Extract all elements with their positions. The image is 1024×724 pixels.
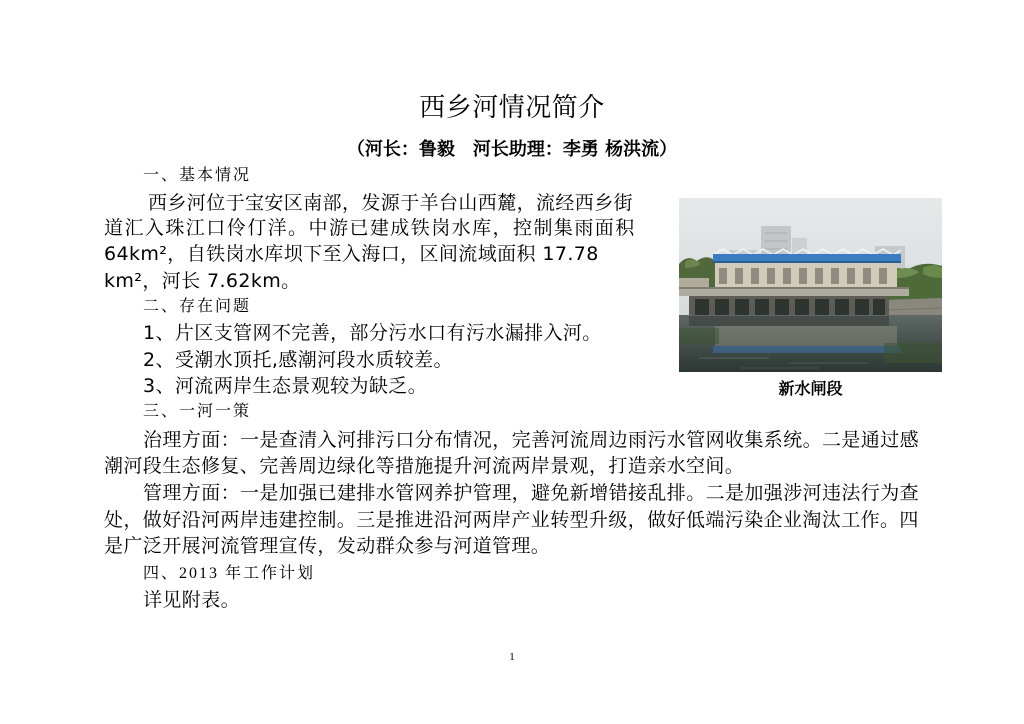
management-line: 是广泛开展河流管理宣传，发动群众参与河道管理。 [104, 535, 551, 557]
work-plan-text: 详见附表。 [143, 589, 241, 611]
management-line: 管理方面：一是加强已建排水管网养护管理，避免新增错接乱排。二是加强涉河违法行为查 [143, 482, 920, 504]
section-heading-work-plan: 四、2013 年工作计划 [143, 565, 316, 582]
paragraph-line: 西乡河位于宝安区南部，发源于羊台山西麓，流经西乡街 [148, 192, 634, 214]
governance-line: 潮河段生态修复、完善周边绿化等措施提升河流两岸景观，打造亲水空间。 [104, 455, 745, 477]
photo-caption: 新水闸段 [778, 379, 843, 398]
section-heading-strategy: 三、一河一策 [143, 403, 252, 420]
paragraph-line: km²，河长 7.62km。 [104, 270, 301, 292]
problem-item: 1、片区支管网不完善，部分污水口有污水漏排入河。 [143, 322, 602, 344]
document-subtitle: （河长：鲁毅 河长助理：李勇 杨洪流） [346, 139, 678, 160]
document-title: 西乡河情况简介 [419, 93, 605, 123]
problem-item: 3、河流两岸生态景观较为缺乏。 [143, 375, 428, 397]
section-heading-problems: 二、存在问题 [143, 298, 252, 315]
sluice-gate-photo [679, 198, 942, 372]
problem-item: 2、受潮水顶托,感潮河段水质较差。 [143, 349, 453, 371]
governance-line: 治理方面：一是查清入河排污口分布情况，完善河流周边雨污水管网收集系统。二是通过感 [143, 429, 920, 451]
page-number: 1 [509, 651, 515, 663]
management-line: 处，做好沿河两岸违建控制。三是推进沿河两岸产业转型升级，做好低端污染企业淘汰工作。四 [104, 509, 919, 531]
paragraph-line: 道汇入珠江口伶仃洋。中游已建成铁岗水库，控制集雨面积 [104, 217, 636, 239]
photo-water [679, 315, 942, 372]
paragraph-line: 64km²，自铁岗水库坝下至入海口，区间流域面积 17.78 [104, 243, 599, 265]
section-heading-basic-info: 一、基本情况 [143, 167, 252, 184]
